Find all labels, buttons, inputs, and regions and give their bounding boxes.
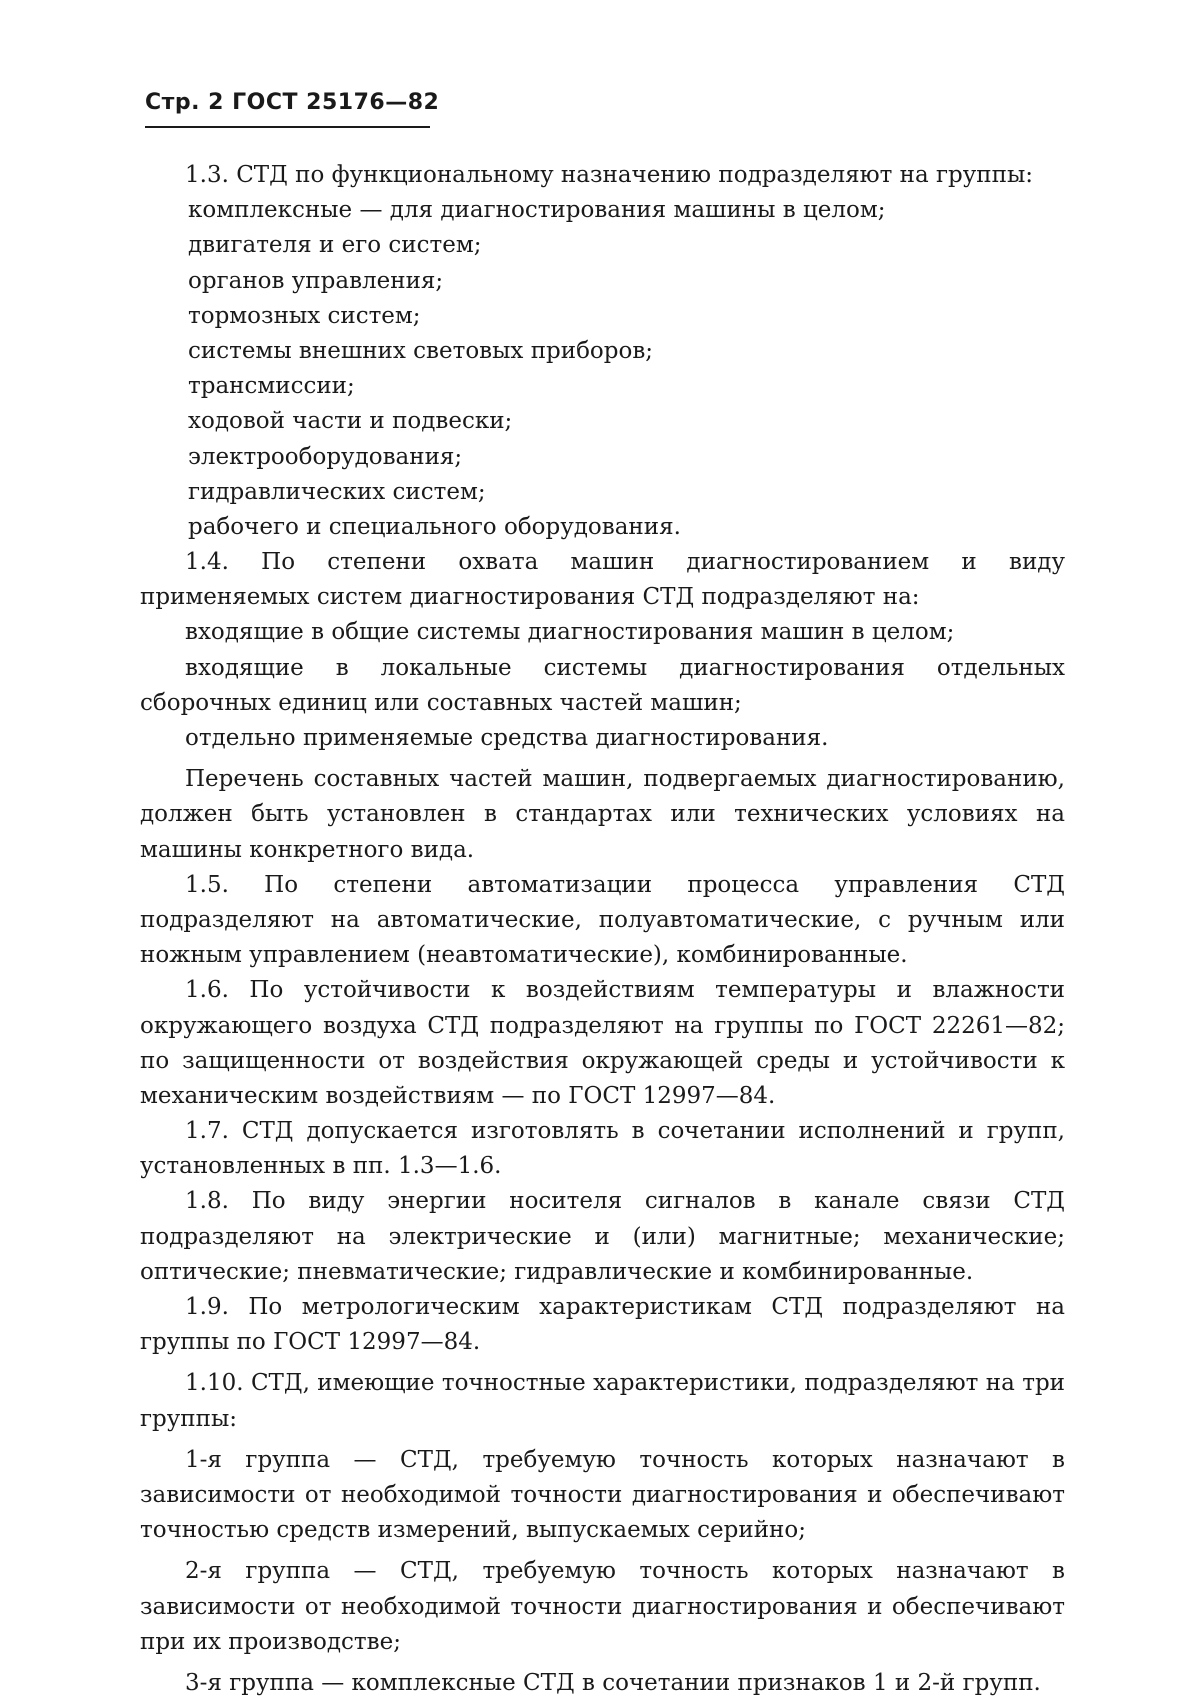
- page-number-label: Стр. 2: [145, 90, 224, 115]
- group-1: 1-я группа — СТД, требуемую точность которых назначают в зависимости от необходимой точности диагностирования и обеспечивают точностью средств измерений, выпускаемых серийно;: [140, 1446, 1065, 1544]
- list-item: тормозных систем;: [188, 302, 421, 329]
- header-rule: [145, 126, 430, 128]
- list-item: двигателя и его систем;: [188, 232, 482, 259]
- list-item: отдельно применяемые средства диагностирования.: [185, 725, 829, 751]
- clause-1-6: 1.6. По устойчивости к воздействиям температуры и влажности окружающего воздуха СТД подразделяют на группы по ГОСТ 22261—82; по защищенности от воздействия окружающей среды и устойчивости к механическим воздействиям — по ГОСТ 12997—84.: [140, 977, 1065, 1109]
- clause-1-4-note: Перечень составных частей машин, подвергаемых диагностированию, должен быть установлен в стандартах или технических условиях на машины конкретного вида.: [140, 766, 1065, 863]
- group-3: 3-я группа — комплексные СТД в сочетании признаков 1 и 2-й групп.: [185, 1669, 1041, 1696]
- list-item: гидравлических систем;: [188, 478, 486, 505]
- list-item: ходовой части и подвески;: [188, 408, 513, 435]
- clause-1-4-intro: 1.4. По степени охвата машин диагностированием и виду применяемых систем диагностирования СТД подразделяют на:: [140, 549, 1065, 611]
- list-item: рабочего и специального оборудования.: [188, 513, 681, 540]
- clause-1-3-intro: 1.3. СТД по функциональному назначению подразделяют на группы:: [185, 162, 1034, 188]
- list-item: комплексные — для диагностирования машины в целом;: [188, 197, 886, 224]
- list-item: трансмиссии;: [188, 373, 355, 400]
- list-item: органов управления;: [188, 267, 444, 294]
- list-item: системы внешних световых приборов;: [188, 337, 654, 364]
- group-2: 2-я группа — СТД, требуемую точность которых назначают в зависимости от необходимой точности диагностирования и обеспечивают при их производстве;: [140, 1558, 1065, 1655]
- page-header: [145, 90, 439, 115]
- clause-1-10-intro: 1.10. СТД, имеющие точностные характеристики, подразделяют на три группы:: [140, 1370, 1065, 1432]
- standard-designation: ГОСТ 25176—82: [232, 90, 440, 115]
- clause-1-9: 1.9. По метрологическим характеристикам СТД подразделяют на группы по ГОСТ 12997—84.: [140, 1294, 1065, 1356]
- list-item: электрооборудования;: [188, 443, 463, 470]
- list-item: входящие в локальные системы диагностирования отдельных сборочных единиц или составных частей машин;: [140, 654, 1065, 716]
- document-body: [140, 158, 1065, 1701]
- clause-1-8: 1.8. По виду энергии носителя сигналов в канале связи СТД подразделяют на электрические и (или) магнитные; механические; оптические; пневматические; гидравлические и комбинированные.: [140, 1188, 1065, 1285]
- clause-1-5: 1.5. По степени автоматизации процесса управления СТД подразделяют на автоматические, полуавтоматические, с ручным или ножным управлением (неавтоматические), комбинированные.: [140, 871, 1065, 969]
- list-item: входящие в общие системы диагностирования машин в целом;: [185, 619, 955, 646]
- clause-1-7: 1.7. СТД допускается изготовлять в сочетании исполнений и групп, установленных в пп. 1.3—1.6.: [140, 1118, 1065, 1180]
